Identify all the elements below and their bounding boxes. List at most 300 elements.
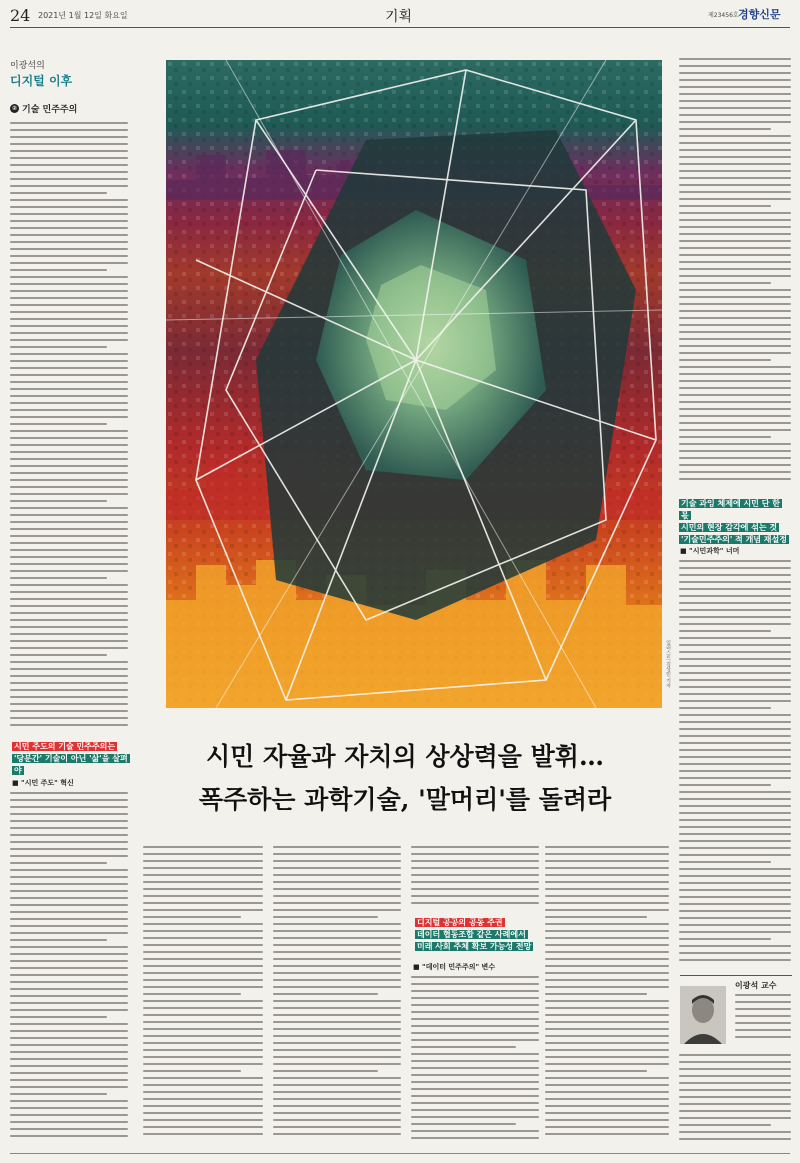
text-line [679,938,771,940]
text-line [735,1022,791,1024]
text-line [411,1032,539,1034]
text-line [10,1107,128,1109]
text-line [10,1079,128,1081]
text-line [10,535,128,537]
text-line [10,213,128,215]
text-line [545,853,669,855]
text-line [679,198,791,200]
text-line [679,868,791,870]
text-line [545,1112,669,1114]
text-line [679,142,791,144]
text-line [273,867,401,869]
text-line [679,623,791,625]
text-line [679,672,791,674]
illustration-credit: 일러스트 김상민 기자 [665,640,671,689]
text-line [679,854,791,856]
text-line [545,986,669,988]
text-line [273,895,401,897]
text-line [411,983,539,985]
text-line [143,1133,263,1135]
text-line [679,819,791,821]
text-line [679,254,791,256]
text-line [10,591,128,593]
text-line [10,1114,128,1116]
text-line [411,860,539,862]
text-line [10,185,128,187]
text-line [10,500,107,502]
text-line [545,846,669,848]
text-line [10,981,128,983]
text-line [679,833,791,835]
text-line [143,1105,263,1107]
text-line [273,1021,401,1023]
text-line [10,353,128,355]
text-line [679,422,791,424]
text-line [679,366,791,368]
text-line [273,1063,401,1065]
text-line [545,1070,647,1072]
text-line [10,869,128,871]
text-line [411,888,539,890]
text-line [273,1105,401,1107]
text-line [679,352,791,354]
text-line [10,171,128,173]
text-line [679,359,771,361]
text-line [273,1035,401,1037]
text-line [10,633,128,635]
text-line [679,567,791,569]
text-line [679,924,791,926]
left-subhead: ■ "시민 주도" 혁신 [12,779,74,787]
text-line [143,1119,263,1121]
text-line [143,986,263,988]
text-line [679,714,791,716]
text-line [10,192,107,194]
text-line [143,923,263,925]
text-line [10,479,128,481]
text-line [10,437,128,439]
text-line [679,310,791,312]
text-line [679,1068,791,1070]
headline-line2: 폭주하는 과학기술, '말머리'를 돌려라 [198,785,612,814]
text-line [679,205,771,207]
text-line [273,965,401,967]
text-line [679,1117,791,1119]
text-line [273,1091,401,1093]
text-line [273,972,401,974]
text-line [143,1042,263,1044]
text-line [545,1007,669,1009]
text-line [10,563,128,565]
text-line [10,967,128,969]
text-line [679,1103,791,1105]
text-line [679,100,791,102]
text-line [10,675,128,677]
text-line [10,374,128,376]
text-line [545,1098,669,1100]
text-line [411,895,539,897]
right-pullquote-line2: 시민의 현장 감각에 섞는 것 [681,523,778,532]
text-line [273,937,401,939]
text-line [10,939,107,941]
text-line [273,874,401,876]
text-line [679,86,791,88]
text-line [10,834,128,836]
text-line [273,1000,401,1002]
text-line [679,107,791,109]
text-line [10,960,128,962]
text-line [143,1084,263,1086]
text-line [679,700,791,702]
text-line [10,430,128,432]
text-line [545,1084,669,1086]
text-line [411,1018,539,1020]
text-line [273,1056,401,1058]
text-line [735,1015,791,1017]
illustration [166,60,662,708]
text-line [679,212,791,214]
text-line [679,149,791,151]
text-line [679,826,791,828]
text-line [679,268,791,270]
text-line [10,883,128,885]
body-text-right-bottom [679,1054,791,1148]
text-line [411,902,539,904]
text-line [679,289,791,291]
text-line [411,1137,539,1139]
text-line [545,1049,669,1051]
text-line [273,958,401,960]
text-line [545,1014,669,1016]
text-line [679,798,791,800]
text-line [273,909,401,911]
column-author: 이광석의 [10,61,45,71]
text-line [679,296,791,298]
text-line [10,416,128,418]
text-line [10,661,128,663]
text-line [10,619,128,621]
text-line [679,1110,791,1112]
text-line [143,1021,263,1023]
text-line [679,861,771,863]
body-text-col4-bottom [411,976,539,1146]
text-line [10,1093,107,1095]
text-line [679,1124,771,1126]
text-line [143,1049,263,1051]
text-line [143,958,263,960]
text-line [545,951,669,953]
author-name: 이광석 교수 [735,981,777,990]
text-line [273,1077,401,1079]
text-line [10,318,128,320]
text-line [411,1011,539,1013]
text-line [10,1100,128,1102]
text-line [679,749,791,751]
text-line [545,1042,669,1044]
text-line [273,951,401,953]
text-line [10,988,128,990]
text-line [10,799,128,801]
text-line [679,240,791,242]
text-line [679,303,791,305]
text-line [545,916,647,918]
text-line [545,979,669,981]
text-line [545,1105,669,1107]
text-line [10,820,128,822]
mid-pullquote [415,917,545,953]
text-line [10,626,128,628]
text-line [679,840,791,842]
text-line [679,1089,791,1091]
text-line [10,157,128,159]
text-line [679,560,791,562]
text-line [273,993,378,995]
text-line [273,1112,401,1114]
number-circle-icon: ② [11,105,18,112]
text-line [545,895,669,897]
text-line [273,1133,401,1135]
text-line [10,521,128,523]
publication-date: 2021년 1월 12일 화요일 [38,11,128,20]
text-line [679,735,791,737]
text-line [10,1058,128,1060]
text-line [10,1128,128,1130]
text-line [10,855,128,857]
text-line [411,1130,539,1132]
text-line [10,1016,107,1018]
text-line [10,220,128,222]
headline-line1: 시민 자율과 자치의 상상력을 발휘… [206,742,604,771]
text-line [143,1007,263,1009]
text-line [143,1070,241,1072]
text-line [143,1035,263,1037]
text-line [10,423,107,425]
text-line [679,219,791,221]
text-line [545,958,669,960]
left-pullquote [12,741,128,777]
text-line [679,952,791,954]
text-line [679,65,791,67]
text-line [10,409,128,411]
text-line [679,72,791,74]
text-line [10,150,128,152]
text-line [679,478,791,480]
text-line [679,581,791,583]
text-line [10,528,128,530]
text-line [679,882,791,884]
text-line [679,609,791,611]
text-line [545,993,647,995]
text-line [10,640,128,642]
text-line [273,1014,401,1016]
text-line [545,1119,669,1121]
text-line [679,644,791,646]
text-line [10,911,128,913]
text-line [679,408,791,410]
text-line [143,895,263,897]
text-line [10,703,128,705]
text-line [10,682,128,684]
text-line [679,226,791,228]
text-line [411,1025,539,1027]
text-line [10,946,128,948]
text-line [679,763,791,765]
text-line [679,247,791,249]
text-line [679,805,791,807]
text-line [10,290,128,292]
text-line [10,1135,128,1137]
right-pullquote [679,498,791,546]
text-line [679,616,791,618]
text-line [545,972,669,974]
body-text-left-lower [10,792,128,1147]
body-text-col3 [273,846,401,1146]
text-line [10,689,128,691]
right-pullquote-line1: 기술 과잉 체제에 시민 단 한 몫 [681,499,780,520]
column-subtitle-text: 기술 민주주의 [22,105,78,115]
text-line [679,317,791,319]
text-line [679,261,791,263]
text-line [10,1121,128,1123]
text-line [273,888,401,890]
text-line [143,1028,263,1030]
text-line [545,860,669,862]
text-line [143,1014,263,1016]
text-line [10,925,128,927]
text-line [679,651,791,653]
text-line [679,338,791,340]
text-line [10,696,128,698]
body-text-right-lower [679,560,791,968]
footer-rule [10,1153,790,1154]
text-line [10,932,128,934]
text-line [10,848,128,850]
text-line [10,827,128,829]
text-line [679,574,791,576]
text-line [10,862,107,864]
text-line [679,191,791,193]
issue-number: 제23456호 [708,12,739,19]
text-line [411,1116,539,1118]
text-line [10,458,128,460]
text-line [411,1095,539,1097]
text-line [10,136,128,138]
text-line [679,387,791,389]
text-line [273,916,378,918]
text-line [10,199,128,201]
text-line [273,930,401,932]
text-line [10,255,128,257]
text-line [545,965,669,967]
text-line [10,262,128,264]
text-line [143,909,263,911]
text-line [679,128,771,130]
text-line [10,1086,128,1088]
text-line [143,1063,263,1065]
text-line [10,612,128,614]
text-line [10,918,128,920]
author-bio [735,994,791,1046]
text-line [679,394,791,396]
text-line [10,1037,128,1039]
text-line [679,443,791,445]
text-line [411,997,539,999]
text-line [143,1098,263,1100]
text-line [10,248,128,250]
text-line [735,1036,791,1038]
text-line [679,875,791,877]
text-line [679,177,791,179]
text-line [411,1004,539,1006]
text-line [10,493,128,495]
text-line [735,1001,791,1003]
text-line [679,93,791,95]
text-line [10,897,128,899]
text-line [143,993,241,995]
text-line [273,860,401,862]
text-line [10,346,107,348]
text-line [273,846,401,848]
text-line [143,1112,263,1114]
text-line [545,1056,669,1058]
text-line [10,444,128,446]
text-line [143,1000,263,1002]
text-line [545,1035,669,1037]
right-subhead: ■ "시민과학" 너머 [680,547,740,555]
text-line [679,1131,791,1133]
text-line [10,542,128,544]
text-line [10,388,128,390]
text-line [10,813,128,815]
text-line [679,707,771,709]
text-line [679,184,791,186]
author-photo [680,986,726,1044]
text-line [10,570,128,572]
text-line [545,1077,669,1079]
text-line [143,874,263,876]
text-line [679,373,791,375]
text-line [545,1028,669,1030]
text-line [143,888,263,890]
text-line [679,170,791,172]
text-line [273,1042,401,1044]
text-line [411,1102,539,1104]
text-line [10,360,128,362]
text-line [143,846,263,848]
text-line [143,951,263,953]
text-line [679,1138,791,1140]
text-line [143,853,263,855]
text-line [10,206,128,208]
text-line [679,380,791,382]
text-line [273,902,401,904]
text-line [679,1096,791,1098]
text-line [679,812,791,814]
text-line [411,867,539,869]
text-line [10,339,128,341]
text-line [273,1049,401,1051]
text-line [679,135,791,137]
mid-pullquote-line2: 데이터 협동조합 같은 사례에서 [417,930,526,939]
text-line [10,876,128,878]
text-line [273,923,401,925]
text-line [10,710,128,712]
text-line [10,904,128,906]
text-line [545,1063,669,1065]
text-line [273,1028,401,1030]
left-pullquote-line2: '당분간' 기술이 아닌 '삶'을 살펴야 [14,754,128,775]
text-line [679,959,791,961]
